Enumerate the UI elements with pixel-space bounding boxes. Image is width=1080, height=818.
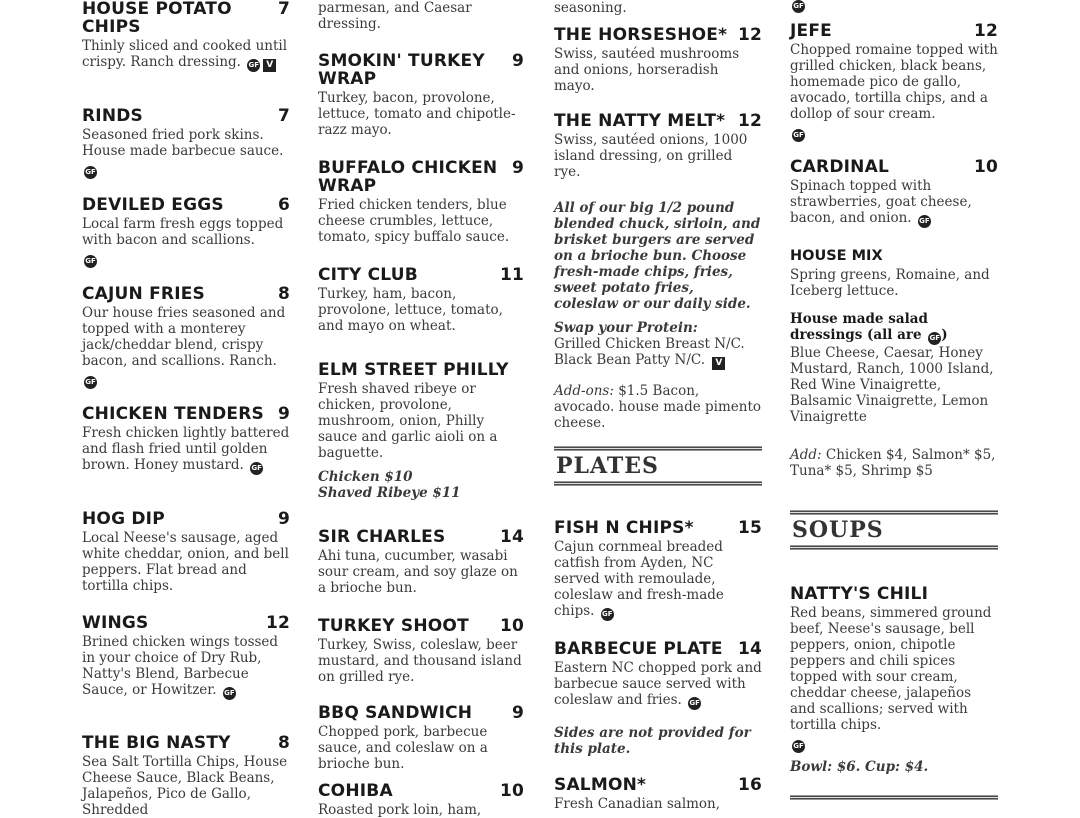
- item-description: Spinach topped with strawberries, goat cheese, bacon, and onion.: [790, 178, 972, 226]
- menu-item-sir-charles: [318, 528, 524, 596]
- gluten-free-icon: GF: [918, 215, 931, 228]
- item-price: 9: [511, 703, 524, 723]
- menu-item-hog-dip: [82, 510, 290, 594]
- item-name: CHICKEN TENDERS: [82, 404, 264, 424]
- item-name: HOUSE POTATO CHIPS: [82, 0, 232, 37]
- item-name: BUFFALO CHICKEN WRAP: [318, 158, 498, 196]
- menu-item-nattys-chili: [790, 585, 998, 775]
- gluten-free-icon: GF: [792, 0, 805, 13]
- salad-dressings: [790, 309, 998, 425]
- item-price: 7: [277, 0, 290, 19]
- burger-note-text: All of our big 1/2 pound blended chuck, sirloin, and brisket burgers are served on a brioche bun. Choose fresh-made chips, fries, sweet potato fries, coleslaw or our daily side.: [554, 200, 761, 312]
- menu-item-elm-street-philly: [318, 361, 524, 501]
- section-divider-bottom: [790, 795, 998, 800]
- swap-protein-label: Swap your Protein:: [554, 320, 698, 336]
- dressings-list: Blue Cheese, Caesar, Honey Mustard, Ranch, 1000 Island, Red Wine Vinaigrette, Balsamic Vinaigrette, Lemon Vinaigrette: [790, 345, 994, 425]
- swap-protein: [554, 318, 762, 370]
- menu-item-bbq-sandwich: [318, 704, 524, 772]
- item-name: SIR CHARLES: [318, 527, 446, 547]
- menu-item-jefe: [790, 22, 998, 142]
- item-name: RINDS: [82, 106, 143, 126]
- gluten-free-icon: GF: [601, 608, 614, 621]
- item-name: CARDINAL: [790, 157, 889, 177]
- menu-item-smokin-turkey-wrap: [318, 52, 524, 138]
- item-description: Eastern NC chopped pork and barbecue sauce served with coleslaw and fries.: [554, 660, 762, 708]
- burger-note: [554, 198, 762, 312]
- price-option-chicken: Chicken $10: [318, 469, 413, 485]
- menu-item-big-nasty: [82, 734, 290, 818]
- item-description: Thinly sliced and cooked until crispy. Ranch dressing.: [82, 38, 288, 70]
- gluten-free-icon: GF: [792, 740, 805, 753]
- item-name: CITY CLUB: [318, 265, 418, 285]
- menu-item-turkey-shoot: [318, 617, 524, 685]
- item-description: Brined chicken wings tossed in your choice of Dry Rub, Natty's Blend, Barbecue Sauce, or Howitzer.: [82, 634, 279, 698]
- item-name: FISH N CHIPS*: [554, 518, 694, 538]
- item-price: 6: [277, 195, 290, 215]
- menu-item-house-potato-chips: [82, 0, 290, 72]
- item-name: CAJUN FRIES: [82, 284, 205, 304]
- menu-item-cardinal: [790, 158, 998, 228]
- item-description: Turkey, bacon, provolone, lettuce, tomato and chipotle-razz mayo.: [318, 90, 516, 138]
- menu-item-salmon: [554, 776, 762, 812]
- item-price: 10: [499, 781, 524, 801]
- item-description: Cajun cornmeal breaded catfish from Ayden, NC served with remoulade, coleslaw and fresh-made chips.: [554, 539, 724, 619]
- salad-add-ons: [790, 445, 998, 479]
- item-description: Fresh shaved ribeye or chicken, provolone, mushroom, onion, Philly sauce and garlic aioli on a baguette.: [318, 381, 498, 461]
- item-description: Fried chicken tenders, blue cheese crumbles, lettuce, tomato, spicy buffalo sauce.: [318, 197, 510, 245]
- item-price: 9: [511, 158, 524, 178]
- item-description: Chopped romaine topped with grilled chicken, black beans, homemade pico de gallo, avocado, tortilla chips, and a dollop of sour cream.: [790, 42, 998, 122]
- dressings-label-close: ): [941, 327, 948, 343]
- section-title: SOUPS: [792, 517, 884, 543]
- item-name: THE BIG NASTY: [82, 733, 231, 753]
- item-price: 8: [277, 284, 290, 304]
- item-description: Our house fries seasoned and topped with a monterey jack/cheddar blend, crispy bacon, and scallions. Ranch.: [82, 305, 286, 369]
- item-price: 12: [265, 613, 290, 633]
- item-name: COHIBA: [318, 781, 393, 801]
- vegetarian-icon: V: [712, 357, 725, 370]
- item-name: DEVILED EGGS: [82, 195, 224, 215]
- item-price: 9: [277, 509, 290, 529]
- item-description: Swiss, sautéed onions, 1000 island dressing, on grilled rye.: [554, 132, 748, 180]
- item-description: Roasted pork loin, ham,: [318, 802, 482, 818]
- gluten-free-icon: GF: [247, 59, 260, 72]
- item-price: 16: [737, 775, 762, 795]
- swap-option-black-bean: Black Bean Patty N/C.: [554, 352, 706, 368]
- section-soups: [790, 510, 998, 550]
- item-price: 10: [973, 157, 998, 177]
- item-description: Local Neese's sausage, aged white cheddar, onion, and bell peppers. Flat bread and tortilla chips.: [82, 530, 289, 594]
- item-description: parmesan, and Caesar dressing.: [318, 0, 472, 32]
- item-description: Chopped pork, barbecue sauce, and coleslaw on a brioche bun.: [318, 724, 488, 772]
- add-ons: [554, 381, 762, 431]
- price-option-ribeye: Shaved Ribeye $11: [318, 485, 461, 501]
- item-description: Fresh Canadian salmon,: [554, 796, 721, 812]
- item-price: 9: [511, 51, 524, 71]
- item-price: 10: [499, 616, 524, 636]
- menu-item-fish-n-chips: [554, 519, 762, 621]
- menu-item-deviled-eggs: [82, 196, 290, 268]
- item-price: 14: [499, 527, 524, 547]
- item-name: HOG DIP: [82, 509, 165, 529]
- gluten-free-icon: GF: [792, 129, 805, 142]
- item-description: Spring greens, Romaine, and Iceberg lettuce.: [790, 267, 990, 299]
- menu-item-city-club: [318, 266, 524, 334]
- item-name: HOUSE MIX: [790, 248, 883, 264]
- add-ons-label: Add-ons:: [554, 383, 614, 399]
- item-description: Turkey, Swiss, coleslaw, beer mustard, and thousand island on grilled rye.: [318, 637, 522, 685]
- menu-item-chicken-tenders: [82, 405, 290, 475]
- menu-item-cajun-fries: [82, 285, 290, 389]
- section-plates: [554, 446, 762, 486]
- sides-note: [554, 723, 762, 757]
- item-description: Sea Salt Tortilla Chips, House Cheese Sauce, Black Beans, Jalapeños, Pico de Gallo, Shredded: [82, 754, 288, 818]
- badge-fragment: [790, 0, 998, 13]
- gluten-free-icon: GF: [223, 687, 236, 700]
- divider: [790, 795, 998, 800]
- chili-price: Bowl: $6. Cup: $4.: [790, 759, 929, 775]
- item-name: THE NATTY MELT*: [554, 111, 726, 131]
- item-description: Fresh chicken lightly battered and flash fried until golden brown. Honey mustard.: [82, 425, 290, 473]
- menu-item-fragment: [318, 0, 524, 32]
- item-price: 14: [737, 639, 762, 659]
- item-name: SALMON*: [554, 775, 647, 795]
- swap-option-chicken: Grilled Chicken Breast N/C.: [554, 336, 745, 352]
- item-price: 8: [277, 733, 290, 753]
- menu-item-barbecue-plate: [554, 640, 762, 710]
- item-name: WINGS: [82, 613, 149, 633]
- dressings-label: House made salad dressings (all are: [790, 311, 928, 343]
- divider-bottom: [554, 481, 762, 486]
- item-name: JEFE: [790, 21, 832, 41]
- item-name: TURKEY SHOOT: [318, 616, 469, 636]
- menu-item-rinds: [82, 107, 290, 179]
- item-name: BBQ SANDWICH: [318, 703, 473, 723]
- item-price: 12: [973, 21, 998, 41]
- add-text: Chicken $4, Salmon* $5, Tuna* $5, Shrimp $5: [790, 447, 996, 479]
- item-description: Swiss, sautéed mushrooms and onions, horseradish mayo.: [554, 46, 740, 94]
- gluten-free-icon: GF: [84, 376, 97, 389]
- item-name: SMOKIN' TURKEY WRAP: [318, 51, 485, 89]
- item-price: 12: [737, 111, 762, 131]
- item-name: NATTY'S CHILI: [790, 584, 929, 604]
- item-price: 9: [277, 404, 290, 424]
- item-name: THE HORSESHOE*: [554, 25, 728, 45]
- item-price: 7: [277, 106, 290, 126]
- menu-item-fragment: [554, 0, 762, 16]
- gluten-free-icon: GF: [84, 255, 97, 268]
- menu-item-buffalo-chicken-wrap: [318, 159, 524, 245]
- item-price: 12: [737, 25, 762, 45]
- item-description: Local farm fresh eggs topped with bacon and scallions.: [82, 216, 284, 248]
- menu-item-horseshoe: [554, 26, 762, 94]
- item-description: seasoning.: [554, 0, 627, 16]
- gluten-free-icon: GF: [688, 697, 701, 710]
- item-description: Ahi tuna, cucumber, wasabi sour cream, and soy glaze on a brioche bun.: [318, 548, 518, 596]
- add-label: Add:: [790, 447, 822, 463]
- item-description: Red beans, simmered ground beef, Neese's sausage, bell peppers, onion, chipotle peppers and chili spices topped with sour cream, cheddar cheese, jalapeños and scallions; served with tortilla chips.: [790, 605, 992, 733]
- gluten-free-icon: GF: [84, 166, 97, 179]
- sides-note-text: Sides are not provided for this plate.: [554, 725, 751, 757]
- divider-bottom: [790, 545, 998, 550]
- gluten-free-icon: GF: [928, 332, 941, 345]
- add-ons-text: $1.5 Bacon, avocado. house made pimento cheese.: [554, 383, 762, 431]
- item-price: 11: [499, 265, 524, 285]
- item-name: ELM STREET PHILLY: [318, 360, 509, 380]
- menu-item-cohiba: [318, 782, 524, 818]
- section-title: PLATES: [556, 453, 659, 479]
- gluten-free-icon: GF: [250, 462, 263, 475]
- item-description: Seasoned fried pork skins. House made barbecue sauce.: [82, 127, 284, 159]
- vegetarian-icon: V: [263, 59, 276, 72]
- item-price: 15: [737, 518, 762, 538]
- menu-item-natty-melt: [554, 112, 762, 180]
- menu-item-wings: [82, 614, 290, 700]
- item-description: Turkey, ham, bacon, provolone, lettuce, tomato, and mayo on wheat.: [318, 286, 503, 334]
- item-name: BARBECUE PLATE: [554, 639, 723, 659]
- menu-item-house-mix: [790, 248, 998, 299]
